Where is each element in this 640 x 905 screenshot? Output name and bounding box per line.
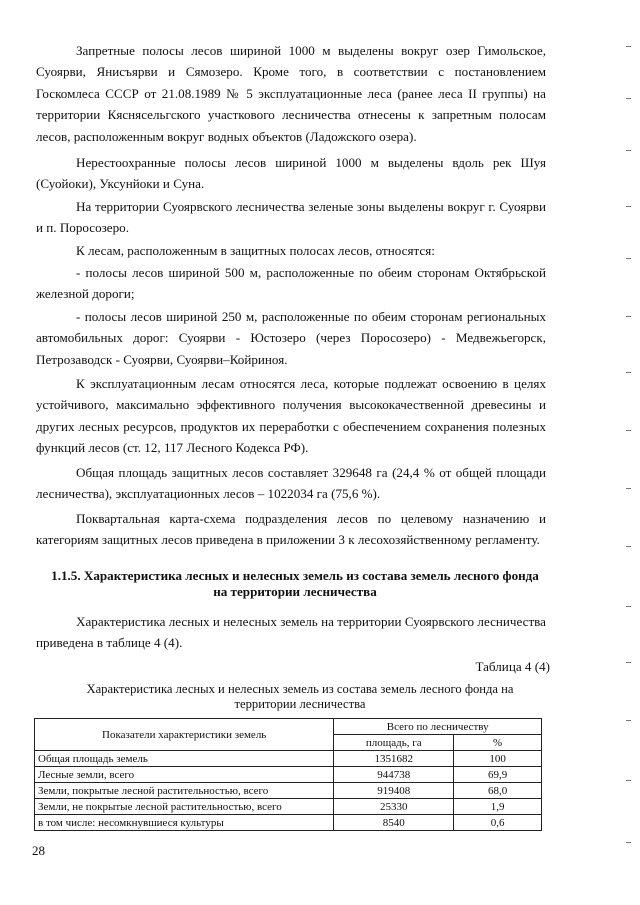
table-row — [35, 783, 542, 799]
paragraph-map-scheme: Поквартальная карта-схема подразделения лесов по целевому назначению и категориям защитных лесов приведена в приложении 3 к лесохозяйственному регламенту. — [36, 511, 546, 548]
row-label: в том числе: несомкнувшиеся культуры — [35, 815, 334, 831]
table-row — [35, 815, 542, 831]
table-header-row — [35, 719, 542, 735]
row-area: 8540 — [334, 815, 454, 831]
row-percent: 1,9 — [454, 799, 542, 815]
row-percent: 69,9 — [454, 767, 542, 783]
paragraph-total-area: Общая площадь защитных лесов составляет 329648 га (24,4 % от общей площади лесничества), эксплуатационных лесов – 1022034 га (75,6 %). — [36, 465, 546, 502]
paragraph-forbidden-strips: Запретные полосы лесов шириной 1000 м выделены вокруг озер Гимольское, Суоярви, Янисъярви и Сямозеро. Кроме того, в соответствии с постановлением Госкомлеса СССР от 21.08.1989 № 5 эксплуатационные леса (ранее леса II группы) на территории Кяснясельгского участкового лесничества отнесены к запретным полосам лесов, расположенным вокруг водных объектов (Ладожского озера). — [36, 43, 546, 144]
row-area: 944738 — [334, 767, 454, 783]
row-percent: 100 — [454, 751, 542, 767]
row-label: Общая площадь земель — [35, 751, 334, 767]
row-percent: 0,6 — [454, 815, 542, 831]
row-area: 1351682 — [334, 751, 454, 767]
table-label: Таблица 4 (4) — [475, 659, 550, 674]
paragraph-protective-intro: К лесам, расположенным в защитных полосах лесов, относятся: — [76, 243, 435, 258]
header-percent: % — [454, 735, 542, 751]
header-group: Всего по лесничеству — [334, 719, 542, 735]
paragraph-exploitation-forests: К эксплуатационным лесам относятся леса, которые подлежат освоению в целях устойчивого, максимально эффективного получения высококачественной древесины и других лесных ресурсов, продуктов их переработки с обеспечением сохранения полезных функций лесов (ст. 12, 117 Лесного Кодекса РФ). — [36, 376, 546, 456]
table-caption: Характеристика лесных и нелесных земель из состава земель лесного фонда на территории лесничества — [86, 682, 514, 711]
page-number: 28 — [32, 843, 45, 858]
land-characteristics-table — [34, 718, 542, 831]
table-row — [35, 767, 542, 783]
header-area: площадь, га — [334, 735, 454, 751]
paragraph-railway-strips: - полосы лесов шириной 500 м, расположенные по обеим сторонам Октябрьской железной дороги; — [36, 265, 546, 302]
header-indicator: Показатели характеристики земель — [35, 719, 334, 751]
row-percent: 68,0 — [454, 783, 542, 799]
paragraph-green-zones: На территории Суоярвского лесничества зеленые зоны выделены вокруг г. Суоярви и п. Поросозеро. — [36, 199, 546, 236]
row-area: 25330 — [334, 799, 454, 815]
table-row — [35, 799, 542, 815]
scan-edge-marks — [620, 0, 640, 905]
paragraph-spawning-strips: Нерестоохранные полосы лесов шириной 1000 м выделены вдоль рек Шуя (Суойоки), Уксунйоки и Суна. — [36, 155, 546, 192]
paragraph-road-strips: - полосы лесов шириной 250 м, расположенные по обеим сторонам региональных автомобильных дорог: Суоярви - Юстозеро (через Поросозеро) - Медвежьегорск, Петрозаводск - Суоярви, Суоярви–Койриноя. — [36, 309, 546, 367]
row-label: Земли, не покрытые лесной растительностью, всего — [35, 799, 334, 815]
row-label: Лесные земли, всего — [35, 767, 334, 783]
table-row — [35, 751, 542, 767]
section-title: 1.1.5. Характеристика лесных и нелесных земель из состава земель лесного фонда на территории лесничества — [51, 568, 539, 599]
paragraph-section-intro: Характеристика лесных и нелесных земель на территории Суоярвского лесничества приведена в таблице 4 (4). — [36, 614, 546, 651]
row-label: Земли, покрытые лесной растительностью, всего — [35, 783, 334, 799]
row-area: 919408 — [334, 783, 454, 799]
